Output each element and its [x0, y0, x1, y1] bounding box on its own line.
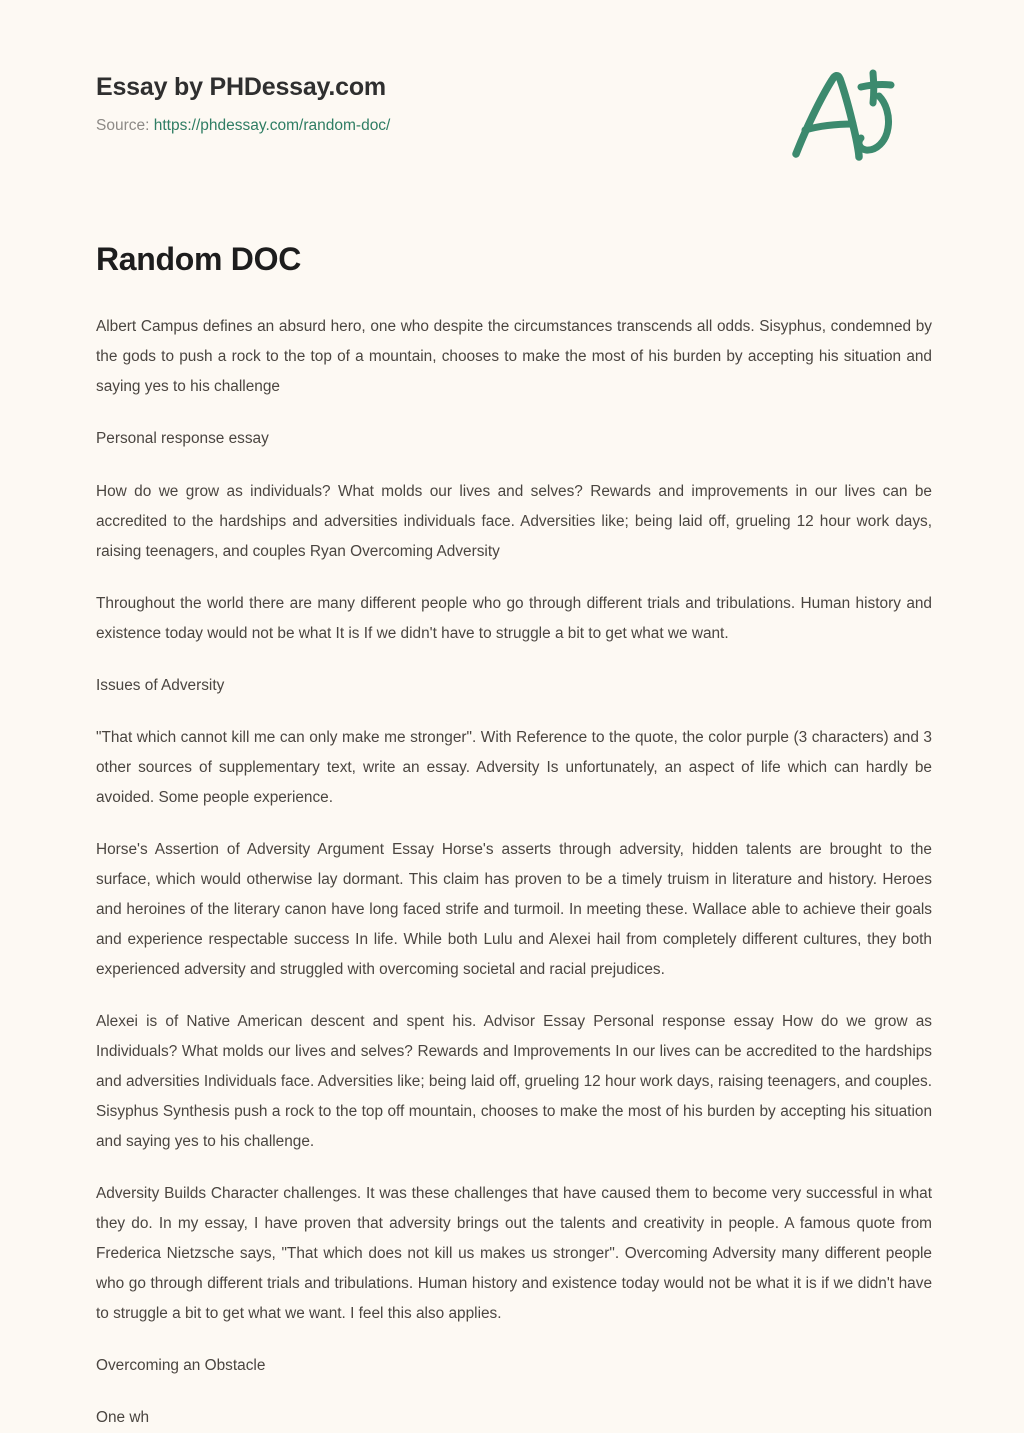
source-label: Source:	[96, 117, 150, 134]
paragraph: Throughout the world there are many different people who go through different trials and tribulations. Human history and existence today would not be what It is If we didn't have to struggle a bit to get what we want.	[96, 594, 932, 642]
paragraph: Adversity Builds Character challenges. It was these challenges that have caused them to become very successful in what they do. In my essay, I have proven that adversity brings out the talents and creativity in people. A famous quote from Frederica Nietzsche says, "That which does not kill us makes us stronger". Overcoming Adversity many different people who go through different trials and tribulations. Human history and existence today would not be what it is if we didn't have to struggle a bit to get what we want. I feel this also applies.	[96, 1185, 932, 1323]
phdessay-logo[interactable]	[774, 58, 924, 168]
paragraph: Alexei is of Native American descent and spent his. Advisor Essay Personal response essay How do we grow as Individuals? What molds our lives and selves? Rewards and Improvements In our lives can be accredited to the hardships and adversities Individuals face. Adversities like; being laid off, grueling 12 hour work days, raising teenagers, and couples. Sisyphus Synthesis push a rock to the top off mountain, chooses to make the most of his burden by accepting his situation and saying yes to his challenge.	[96, 1012, 932, 1151]
paragraph: One wh	[96, 1409, 150, 1427]
paragraph: Issues of Adversity	[96, 676, 225, 694]
paragraph: Personal response essay	[96, 430, 269, 448]
paragraph: How do we grow as individuals? What molds our lives and selves? Rewards and improvements in our lives can be accredited to the hardships and adversities individuals face. Adversities like; being laid off, grueling 12 hour work days, raising teenagers, and couples Ryan Overcoming Adversity	[96, 482, 932, 560]
paragraph: "That which cannot kill me can only make me stronger". With Reference to the quote, the color purple (3 characters) and 3 other sources of supplementary text, write an essay. Adversity Is unfortunately, an aspect of life which can hardly be avoided. Some people experience.	[96, 728, 932, 806]
paragraph-list	[96, 312, 932, 1433]
page-header	[0, 0, 1024, 168]
brand-title: Essay by PHDessay.com	[96, 73, 386, 101]
page-title: Random DOC	[96, 241, 302, 277]
source-url-link[interactable]: https://phdessay.com/random-doc/	[153, 117, 391, 134]
source-line	[96, 116, 390, 136]
paragraph: Albert Campus defines an absurd hero, one who despite the circumstances transcends all odds. Sisyphus, condemned by the gods to push a rock to the top of a mountain, chooses to make the most of his burden by accepting his situation and saying yes to his challenge	[96, 318, 932, 396]
brand-block	[96, 68, 390, 136]
paragraph: Horse's Assertion of Adversity Argument Essay Horse's asserts through adversity, hidden talents are brought to the surface, which would otherwise lay dormant. This claim has proven to be a timely truism in literature and history. Heroes and heroines of the literary canon have long faced strife and turmoil. In meeting these. Wallace able to achieve their goals and experience respectable success In life. While both Lulu and Alexei hail from completely different cultures, they both experienced adversity and struggled with overcoming societal and racial prejudices.	[96, 840, 932, 978]
paragraph: Overcoming an Obstacle	[96, 1357, 266, 1375]
article-body	[0, 240, 1024, 1433]
a-plus-logo-icon	[774, 58, 924, 168]
